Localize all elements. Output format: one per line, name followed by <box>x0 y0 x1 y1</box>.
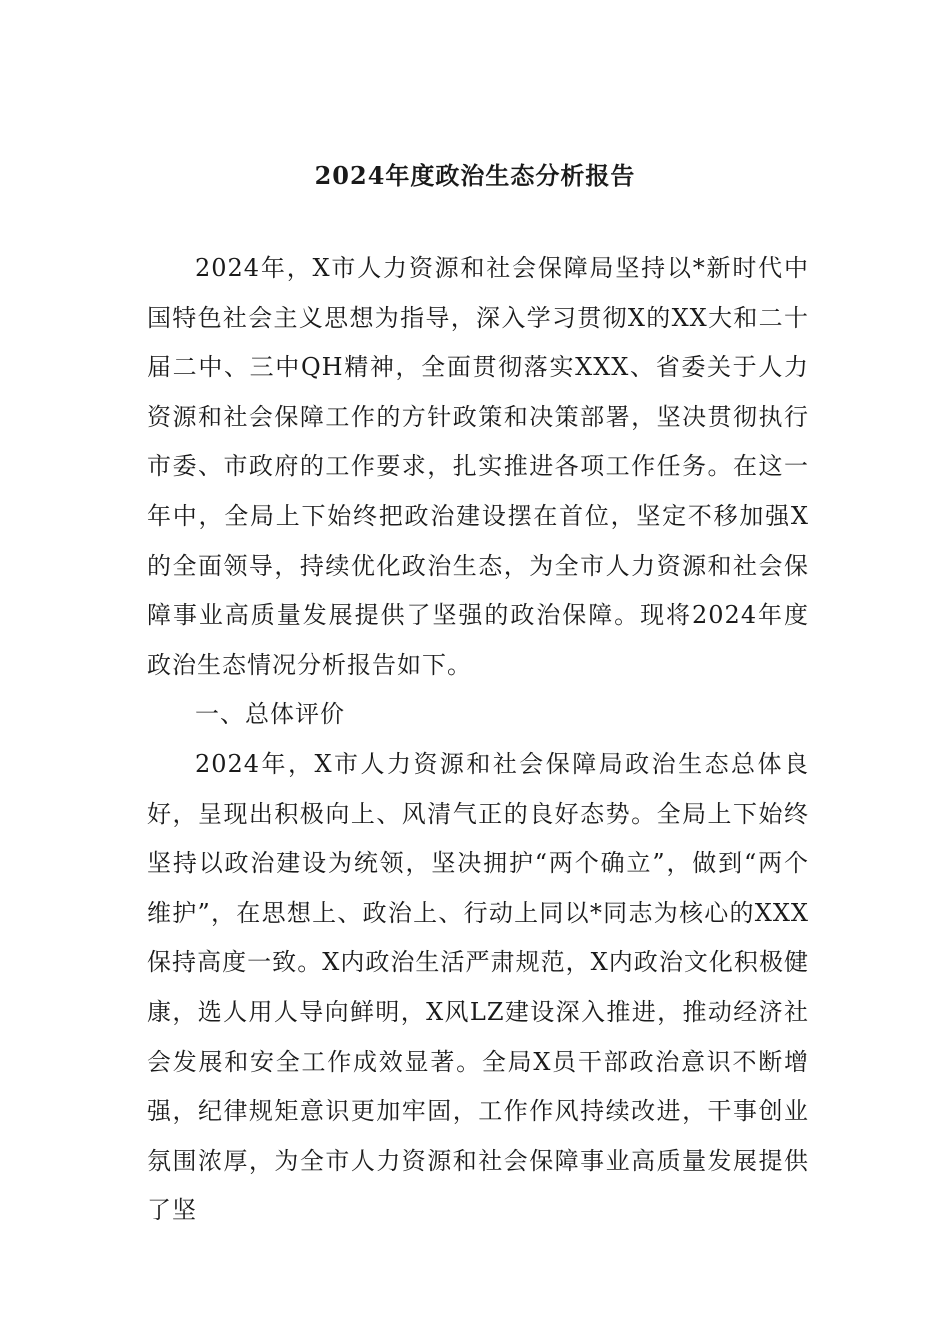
intro-paragraph: 2024年，X市人力资源和社会保障局坚持以*新时代中国特色社会主义思想为指导，深入学习贯彻X的XX大和二十届二中、三中QH精神，全面贯彻落实XXX、省委关于人力资源和社会保障工作的方针政策和决策部署，坚决贯彻执行市委、市政府的工作要求，扎实推进各项工作任务。在这一年中，全局上下始终把政治建设摆在首位，坚定不移加强X的全面领导，持续优化政治生态，为全市人力资源和社会保障事业高质量发展提供了坚强的政治保障。现将2024年度政治生态情况分析报告如下。 <box>147 254 809 679</box>
evaluation-paragraph: 2024年，X市人力资源和社会保障局政治生态总体良好，呈现出积极向上、风清气正的良好态势。全局上下始终坚持以政治建设为统领，坚决拥护“两个确立”，做到“两个维护”，在思想上、政治上、行动上同以*同志为核心的XXX保持高度一致。X内政治生活严肃规范，X内政治文化积极健康，选人用人导向鲜明，X风LZ建设深入推进，推动经济社会发展和安全工作成效显著。全局X员干部政治意识不断增强，纪律规矩意识更加牢固，工作作风持续改进，干事创业氛围浓厚，为全市人力资源和社会保障事业高质量发展提供了坚 <box>147 749 809 1225</box>
document-title: 2024年度政治生态分析报告 <box>314 161 636 190</box>
document-body <box>147 244 809 1236</box>
section-heading: 一、总体评价 <box>195 700 345 729</box>
